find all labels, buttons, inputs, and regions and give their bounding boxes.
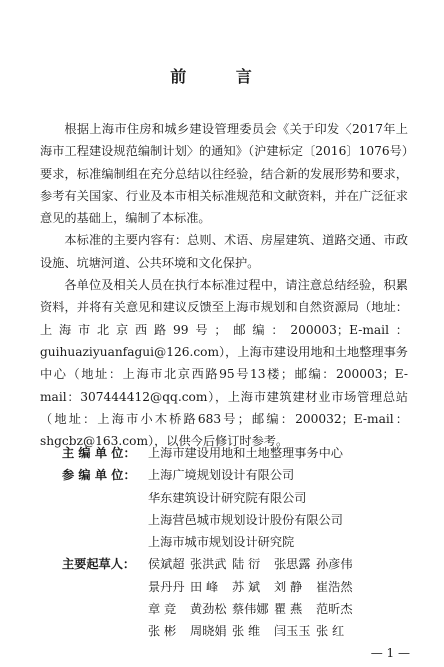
chief-editor-units [148,442,422,464]
drafter-name: 孙彦伟 [316,557,353,572]
page-number: — 1 — [370,646,410,660]
drafter-name: 蔡伟娜 [232,602,269,617]
credits-section [62,442,422,643]
chief-editor-row [62,442,422,464]
drafter-name: 张洪武 [190,557,227,572]
drafter-name: 崔浩然 [316,579,353,594]
drafter-name: 田 峰 [190,579,219,594]
co-editor-unit: 上海营邑城市规划设计股份有限公司 [148,512,343,527]
drafter-name: 黄劲松 [190,602,227,617]
drafter-name: 闫玉玉 [274,624,311,639]
co-editor-unit: 上海广境规划设计有限公司 [148,468,295,483]
drafter-name: 陆 衍 [232,557,261,572]
co-editor-unit: 华东建筑设计研究院有限公司 [148,490,307,505]
drafters-label: 主要起草人： [62,557,136,572]
page-title: 前 言 [170,67,274,86]
paragraph-feedback: 各单位及相关人员在执行本标准过程中，请注意总结经验，积累资料，并将有关意见和建议反馈至上海市规划和自然资源局（地址：上海市北京西路99号；邮编：200003；E-mail：guihuaziyuanfagui@126.com），上海市建设用地和土地整理事务中心（地址：上海市北京西路95号13楼；邮编：200003；E-mail：307444412@qq.com），上海市建筑建材业市场管理总站（地址：上海市小木桥路683号；邮编：200032；E-mail：shgcbz@163.com），以供今后修订时参考。 [40,278,408,449]
drafters-list [148,553,422,642]
drafter-name: 景丹丹 [148,579,185,594]
co-editor-units [148,464,422,553]
drafter-name: 张 彬 [148,624,177,639]
drafter-name: 张 维 [232,624,261,639]
drafter-name: 章 竞 [148,602,177,617]
co-editor-label: 参 编 单 位： [62,468,136,483]
paragraph-contents: 本标准的主要内容有：总则、术语、房屋建筑、道路交通、市政设施、坑塘河道、公共环境和文化保护。 [40,233,408,270]
drafters-row [62,553,422,642]
drafter-name: 张思露 [274,557,311,572]
drafter-name: 刘 静 [274,579,303,594]
co-editor-unit: 上海市城市规划设计研究院 [148,535,295,550]
drafter-name: 瞿 燕 [274,602,303,617]
drafter-name: 张 红 [316,624,345,639]
drafter-name: 范昕杰 [316,602,353,617]
drafter-name: 苏 斌 [232,579,261,594]
co-editor-row [62,464,422,553]
drafter-name: 侯斌超 [148,557,185,572]
paragraph-background: 根据上海市住房和城乡建设管理委员会《关于印发〈2017年上海市工程建设规范编制计划〉的通知》（沪建标定〔2016〕1076号）要求，标准编制组在充分总结以往经验，结合新的发展形势和要求，参考有关国家、行业及本市相关标准规范和文献资料，并在广泛征求意见的基础上，编制了本标准。 [40,122,408,226]
chief-editor-label: 主 编 单 位： [62,446,136,460]
preface-body [40,118,408,452]
chief-editor-unit: 上海市建设用地和土地整理事务中心 [148,446,343,460]
drafter-name: 周晓娟 [190,624,227,639]
